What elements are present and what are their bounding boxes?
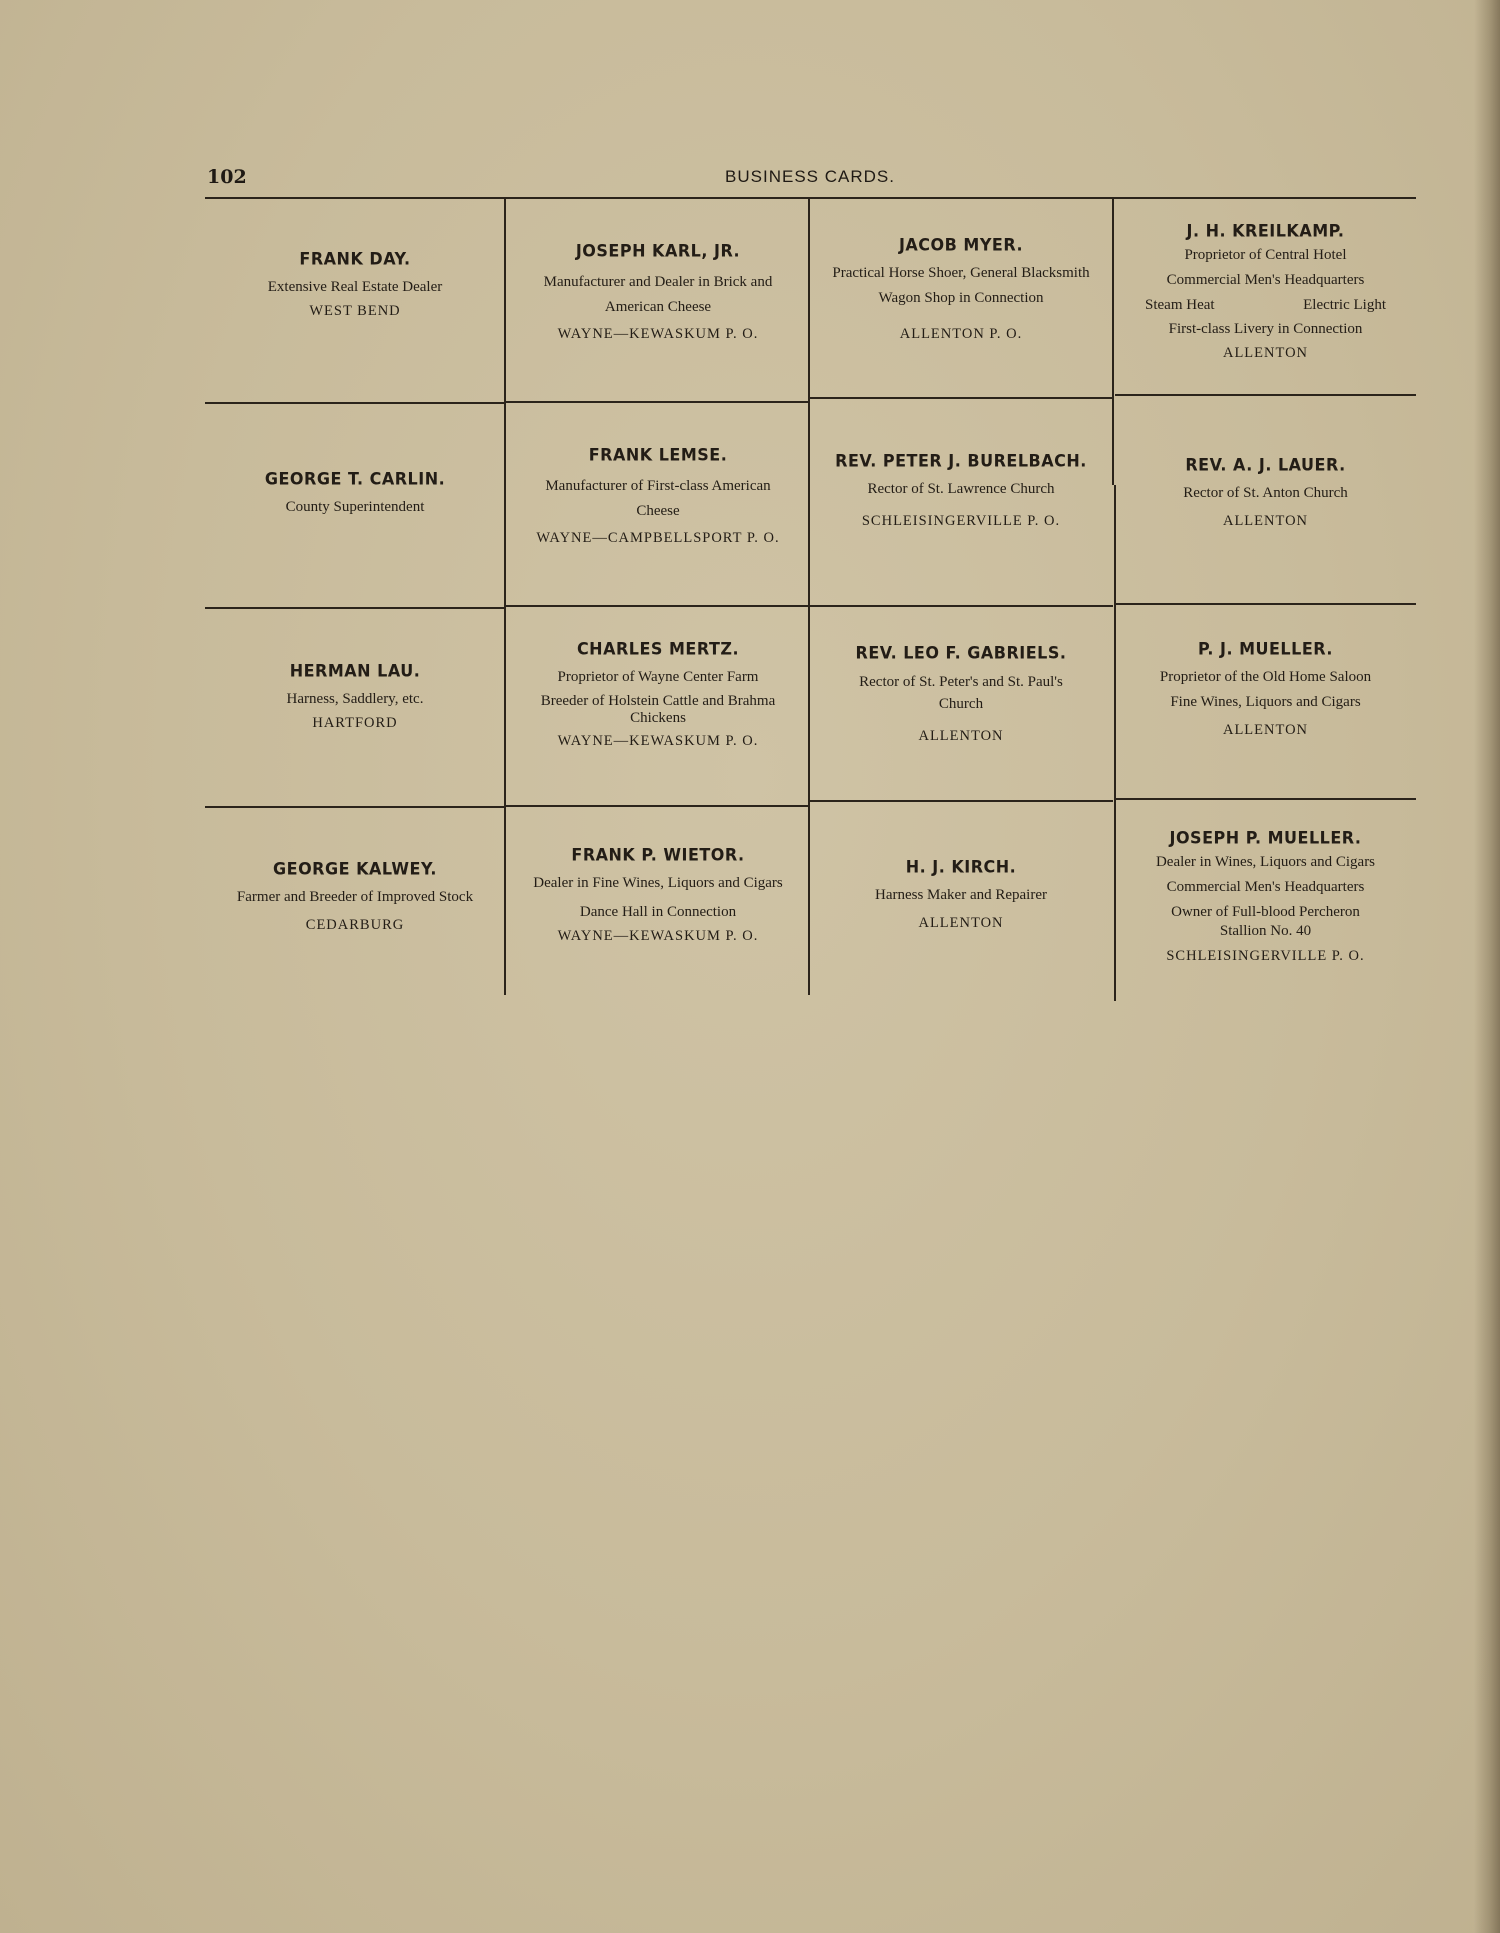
card-place: SCHLEISINGERVILLE P. O. [861,512,1061,529]
card-line: Manufacturer and Dealer in Brick and American Cheese [543,274,773,315]
card-line-left: Steam Heat [1145,296,1215,313]
card-line: Extensive Real Estate Dealer [267,279,443,295]
row-divider [506,605,809,607]
card-line: Dance Hall in Connection [579,903,737,920]
row-divider [810,800,1113,802]
page-number: 102 [207,166,247,188]
card-name: H. J. KIRCH. [905,856,1017,877]
card-line: Commercial Men's Headquarters [1166,271,1365,288]
card-place: SCHLEISINGERVILLE P. O. [1166,947,1365,964]
card-line: Owner of Full-blood Percheron Stallion No. 40 [1171,903,1360,939]
card-line: Dealer in Fine Wines, Liquors and Cigars [533,875,783,891]
column-divider-3 [1112,197,1114,485]
card-place: ALLENTON [918,727,1004,744]
business-card [810,451,1112,530]
row-divider [1115,798,1416,800]
card-line: First-class Livery in Connection [1168,321,1363,338]
card-line-pair [1115,296,1416,315]
business-card [507,845,809,945]
card-name: REV. PETER J. BURELBACH. [835,450,1087,471]
card-line: Commercial Men's Headquarters [1166,878,1365,895]
card-name: REV. LEO F. GABRIELS. [855,642,1067,663]
business-card [205,661,505,732]
card-place: WAYNE—KEWASKUM P. O. [557,325,759,342]
card-place: CEDARBURG [305,916,405,933]
business-card [1115,221,1416,362]
business-card [810,235,1112,343]
card-name: GEORGE KALWEY. [273,858,437,879]
card-place: WAYNE—CAMPBELLSPORT P. O. [536,529,780,546]
row-divider [205,607,505,609]
card-line: Rector of St. Anton Church [1183,485,1348,501]
row-divider [506,805,809,807]
business-card [205,249,505,320]
business-card [1115,639,1416,739]
business-card [1115,455,1416,530]
card-place: ALLENTON [918,914,1004,931]
card-line: Harness, Saddlery, etc. [286,691,424,707]
card-line: Manufacturer of First-class American Cheese [545,478,771,519]
page-title: BUSINESS CARDS. [725,167,895,186]
card-name: JACOB MYER. [898,234,1024,255]
card-line-right: Electric Light [1303,296,1386,313]
business-card [1115,828,1416,965]
row-divider [810,605,1113,607]
card-name: FRANK P. WIETOR. [571,844,745,865]
row-divider [205,806,505,808]
card-name: FRANK LEMSE. [588,444,728,465]
card-line: Fine Wines, Liquors and Cigars [1170,693,1361,710]
card-place: ALLENTON P. O. [899,325,1023,342]
card-name: JOSEPH KARL, JR. [575,240,741,261]
card-line: Rector of St. Peter's and St. Paul's Church [859,674,1063,712]
card-place: WAYNE—KEWASKUM P. O. [557,927,759,944]
card-name: J. H. KREILKAMP. [1186,220,1345,241]
business-card [810,857,1112,932]
card-line: Practical Horse Shoer, General Blacksmith [832,265,1090,281]
row-divider [1115,394,1416,396]
row-divider [506,401,809,403]
card-place: ALLENTON [1222,721,1309,738]
card-line: Farmer and Breeder of Improved Stock [236,889,474,905]
card-name: FRANK DAY. [299,248,411,269]
card-name: HERMAN LAU. [289,660,421,681]
card-line: County Superintendent [285,499,425,515]
card-line: Dealer in Wines, Liquors and Cigars [1155,854,1376,870]
business-card [507,241,809,343]
card-line: Proprietor of Central Hotel [1184,247,1347,263]
card-name: JOSEPH P. MUELLER. [1169,827,1362,848]
top-rule [205,197,1416,199]
card-place: ALLENTON [1222,512,1309,529]
card-line: Breeder of Holstein Cattle and Brahma Chickens [540,692,776,726]
card-line: Proprietor of Wayne Center Farm [557,669,759,685]
business-card [205,859,505,934]
business-card [810,643,1112,745]
card-line: Harness Maker and Repairer [874,887,1047,903]
card-place: ALLENTON [1222,345,1309,361]
card-line: Rector of St. Lawrence Church [867,481,1055,497]
card-line: Proprietor of the Old Home Saloon [1159,669,1372,685]
card-place: HARTFORD [312,714,398,731]
business-card [507,445,809,547]
business-card [507,639,809,750]
row-divider [205,402,505,404]
card-name: GEORGE T. CARLIN. [264,468,446,489]
card-place: WAYNE—KEWASKUM P. O. [557,733,759,750]
card-name: REV. A. J. LAUER. [1185,454,1346,475]
card-place: WEST BEND [309,302,401,319]
business-cards-grid [205,197,1416,997]
card-name: CHARLES MERTZ. [576,638,740,659]
page-edge-shadow [1474,0,1500,1933]
row-divider [810,397,1113,399]
row-divider [1115,603,1416,605]
card-line: Wagon Shop in Connection [878,289,1044,306]
card-name: P. J. MUELLER. [1198,638,1333,659]
business-card [205,469,505,523]
